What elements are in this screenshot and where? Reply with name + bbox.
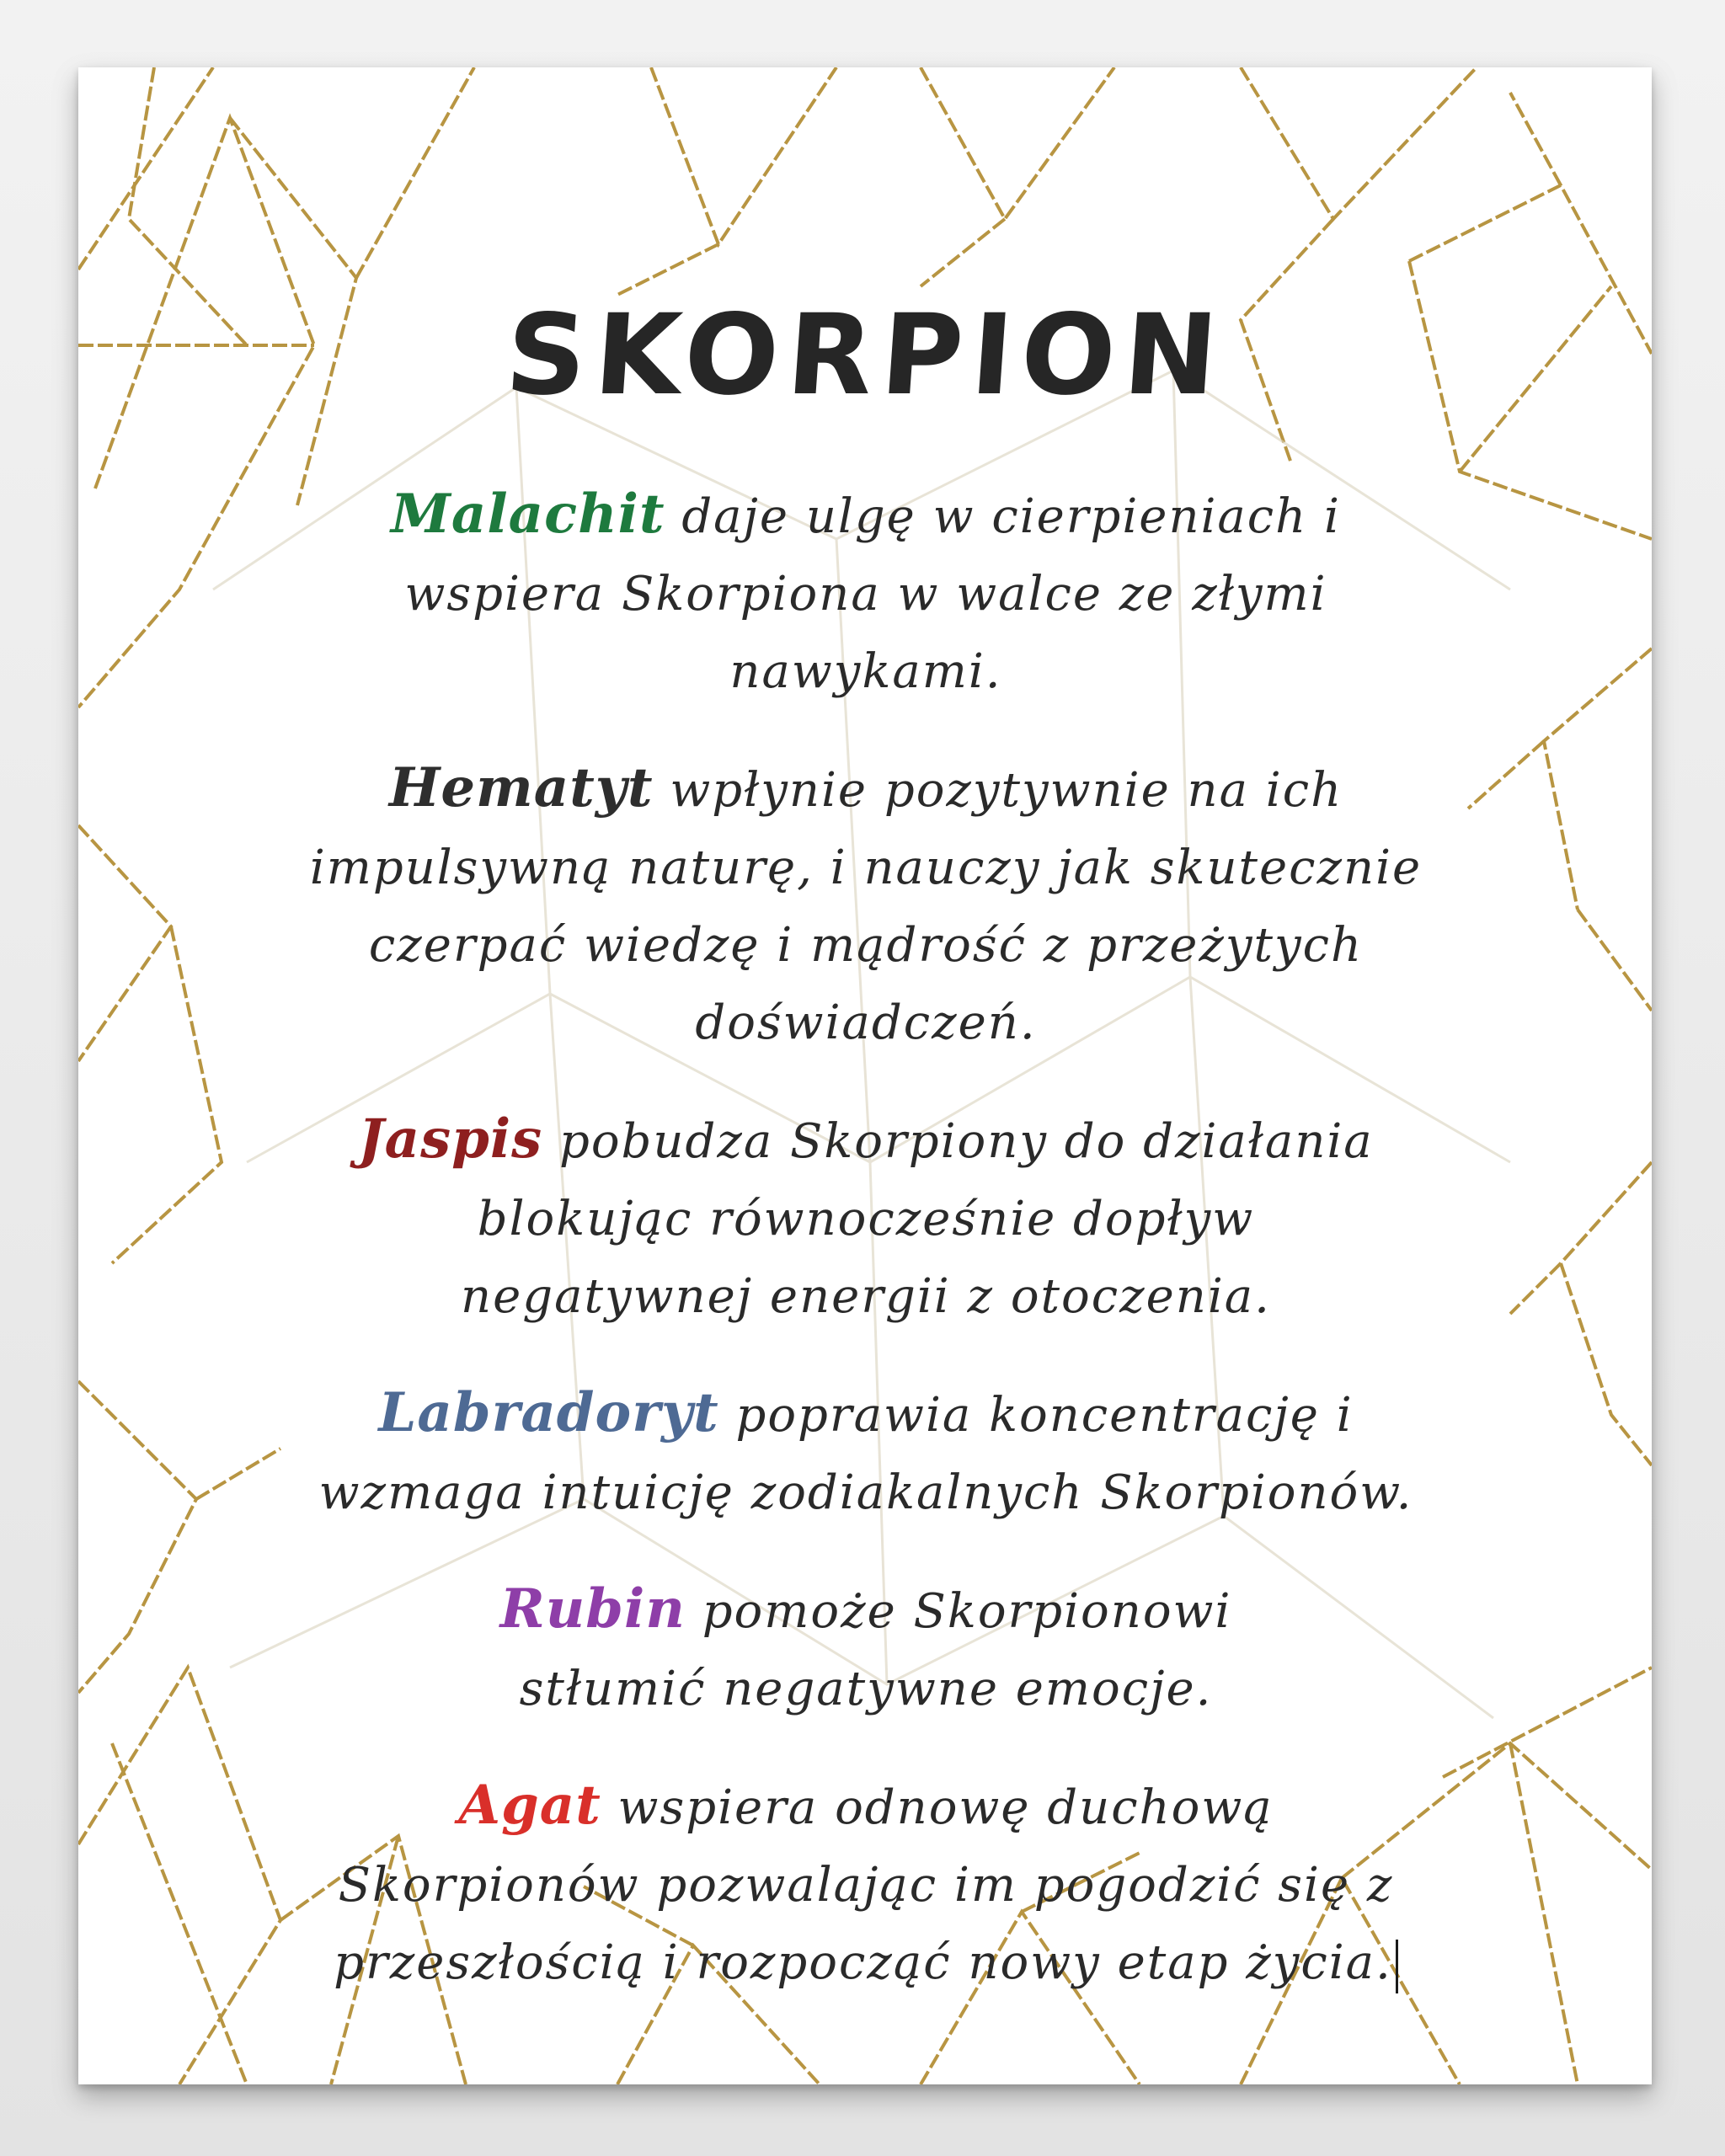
stone-name-jaspis: Jaspis	[358, 1107, 543, 1171]
stone-paragraph-agat	[310, 1767, 1422, 2002]
stone-text-rubin: pomoże Skorpionowi stłumić negatywne emocje.	[519, 1584, 1232, 1717]
stone-paragraph-rubin	[487, 1571, 1245, 1728]
content-block	[280, 291, 1451, 2041]
text-cursor	[1396, 1940, 1398, 1993]
stone-paragraph-malachit	[285, 476, 1447, 711]
stone-name-rubin: Rubin	[499, 1577, 686, 1641]
stone-text-agat: wspiera odnowę duchową Skorpionów pozwalając im pogodzić się z przeszłością i rozpocząć nowy etap życia.	[334, 1780, 1394, 1991]
stone-text-labradoryt: poprawia koncentrację i wzmaga intuicję zodiakalnych Skorpionów.	[318, 1388, 1413, 1521]
stone-paragraph-labradoryt	[293, 1374, 1439, 1532]
stone-paragraph-jaspis	[352, 1101, 1380, 1336]
stone-text-malachit: daje ulgę w cierpieniach i wspiera Skorpiona w walce ze złymi nawykami.	[404, 489, 1341, 700]
stone-text-jaspis: pobudza Skorpiony do działania blokując równocześnie dopływ negatywnej energii z otoczenia.	[461, 1114, 1374, 1325]
stone-name-labradoryt: Labradoryt	[378, 1381, 719, 1445]
poster-card	[78, 67, 1652, 2084]
stone-name-agat: Agat	[458, 1774, 601, 1838]
page-title: SKORPION	[501, 291, 1231, 420]
stone-name-malachit: Malachit	[391, 483, 665, 547]
stone-text-hematyt: wpłynie pozytywnie na ich impulsywną naturę, i nauczy jak skutecznie czerpać wiedzę i mądrość z przeżytych doświadczeń.	[309, 763, 1423, 1051]
stone-paragraph-hematyt	[280, 750, 1451, 1062]
stone-name-hematyt: Hematyt	[388, 756, 654, 820]
